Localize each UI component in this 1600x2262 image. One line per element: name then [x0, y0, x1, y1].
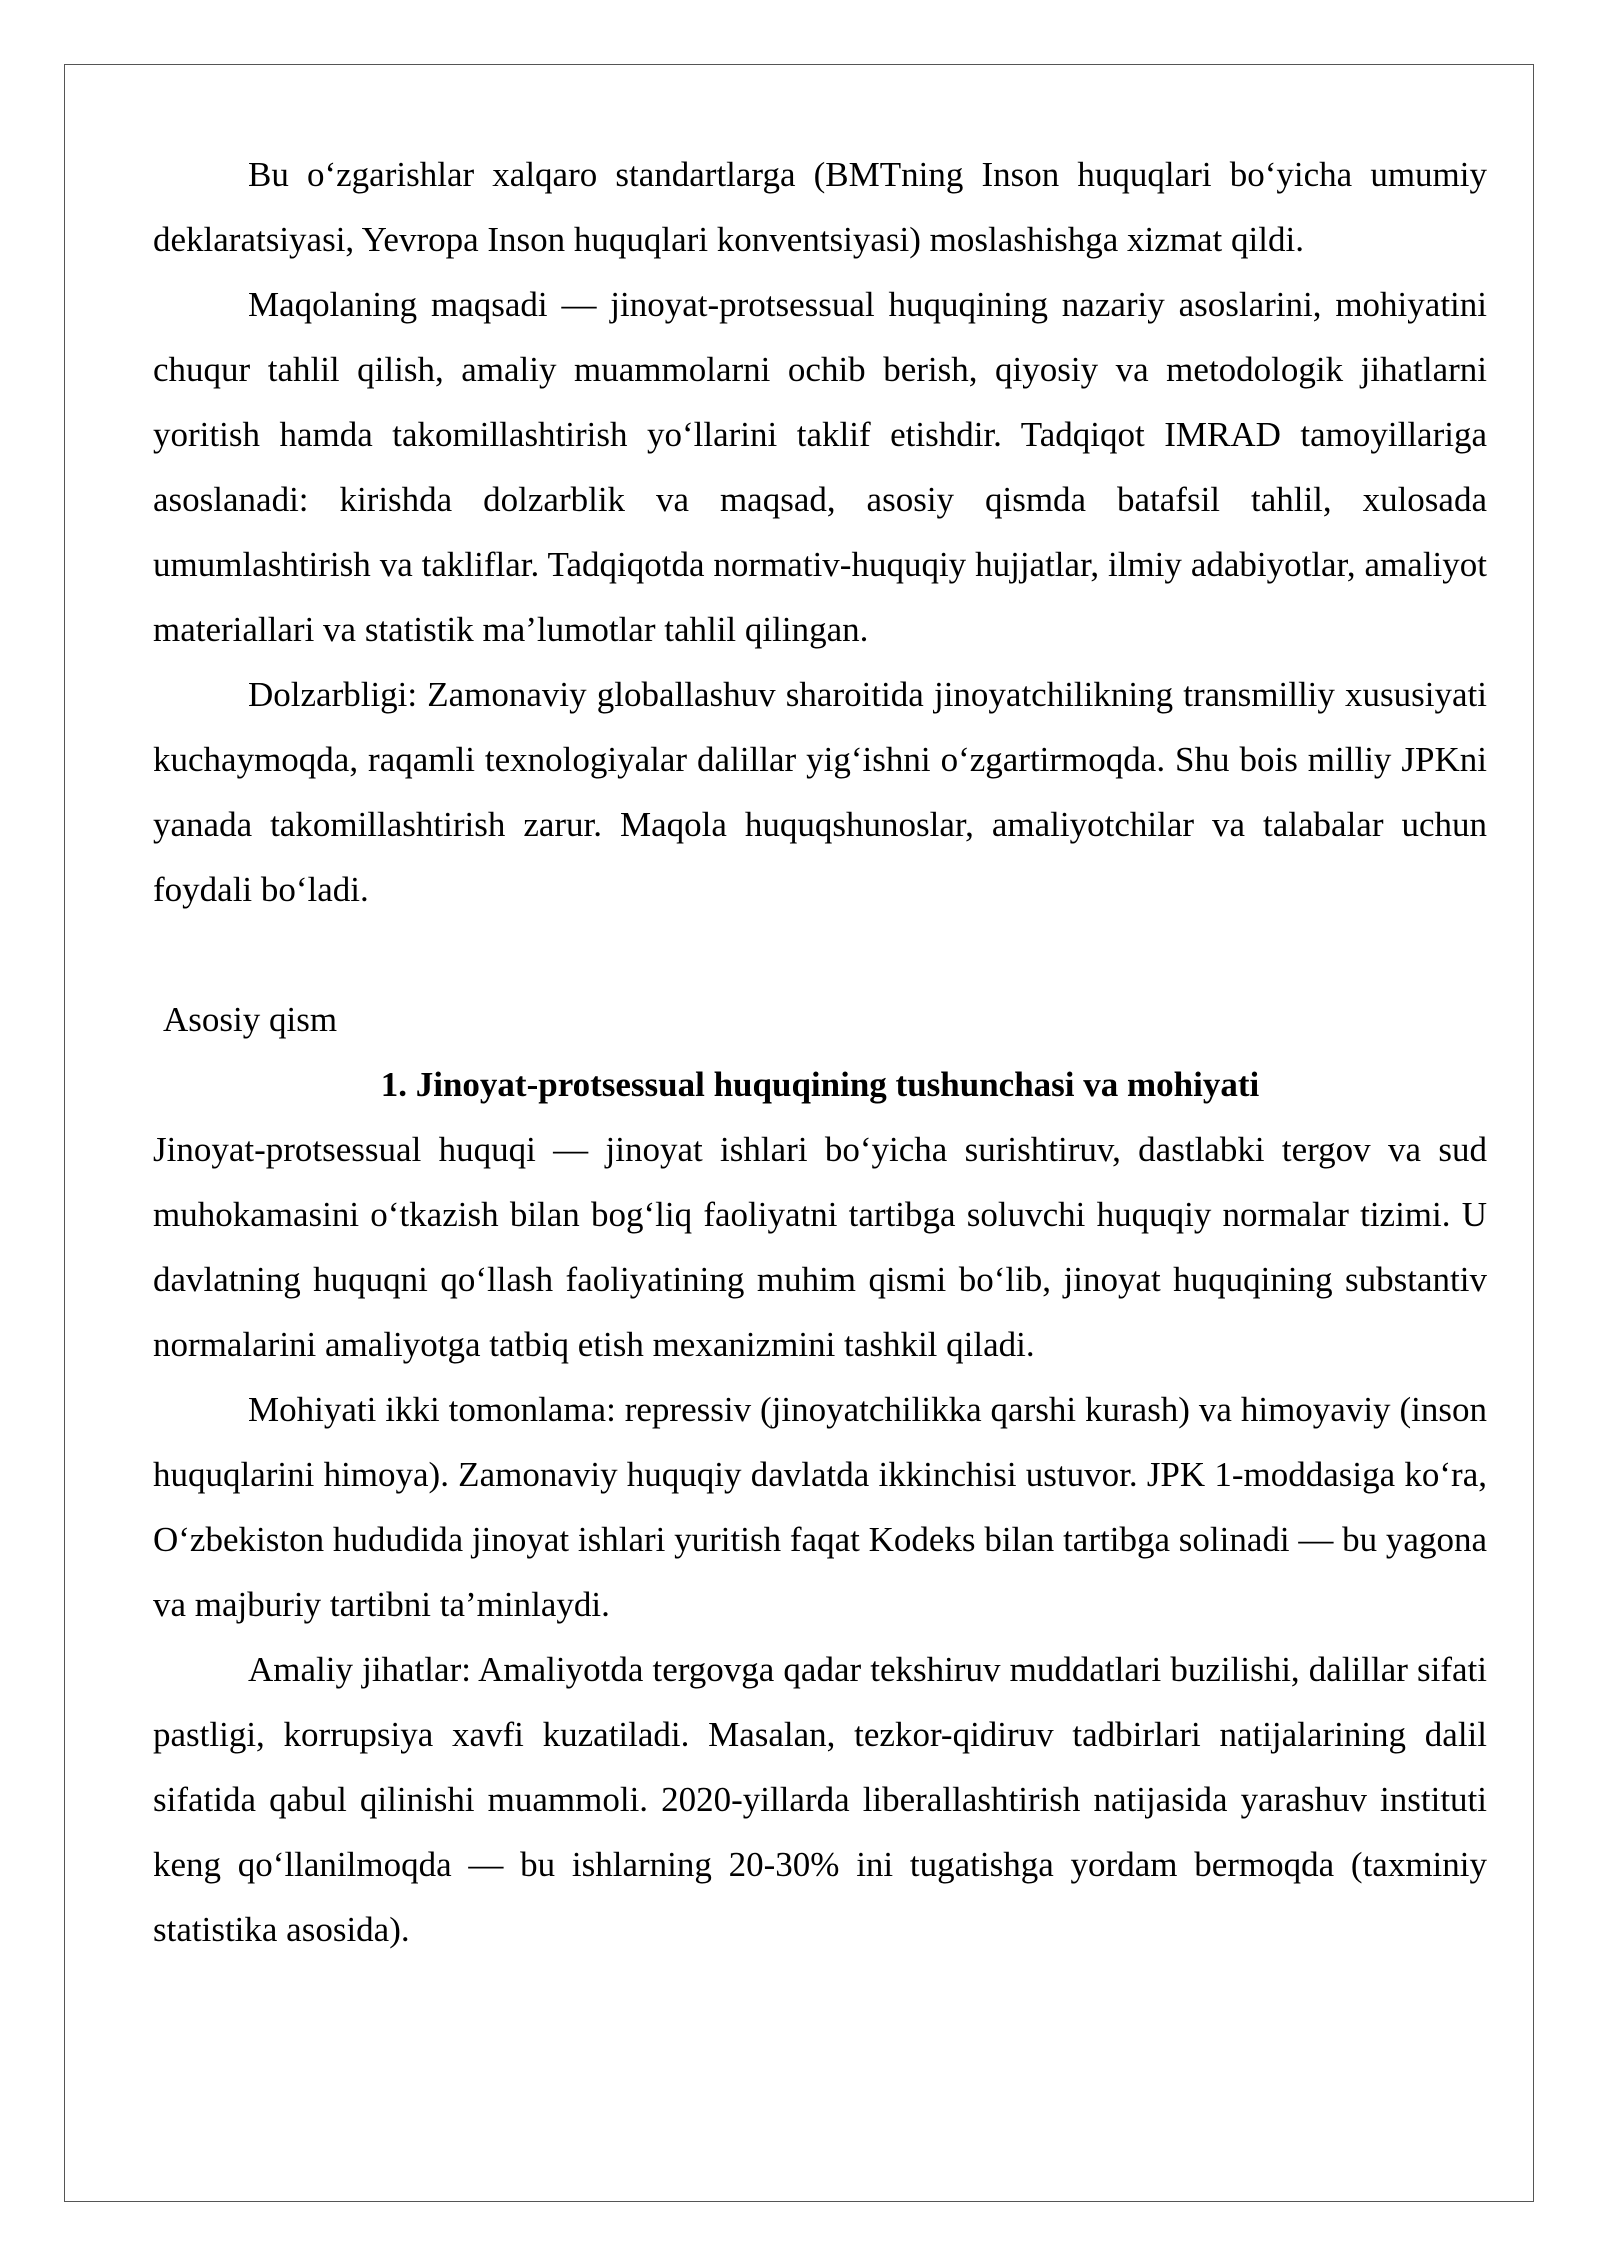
spacer [153, 922, 1487, 987]
section-heading: 1. Jinoyat-protsessual huquqining tushunchasi va mohiyati [380, 1065, 1260, 1104]
intro-paragraph-2: Maqolaning maqsadi — jinoyat-protsessual huquqining nazariy asoslarini, mohiyatini chuqur tahlil qilish, amaliy muammolarni ochib berish, qiyosiy va metodologik jihatlarni yoritish hamda takomillashtirish yo‘llarini taklif etishdir. Tadqiqot IMRAD tamoyillariga asoslanadi: kirishda dolzarblik va maqsad, asosiy qismda batafsil tahlil, xulosada umumlashtirish va takliflar. Tadqiqotda normativ-huquqiy hujjatlar, ilmiy adabiyotlar, amaliyot materiallari va statistik ma’lumotlar tahlil qilingan. [153, 285, 1487, 649]
section-label: Asosiy qism [163, 1000, 338, 1039]
intro-paragraph-1: Bu o‘zgarishlar xalqaro standartlarga (BMTning Inson huquqlari bo‘yicha umumiy deklaratsiyasi, Yevropa Inson huquqlari konventsiyasi) moslashishga xizmat qildi. [153, 155, 1487, 259]
intro-paragraph-3: Dolzarbligi: Zamonaviy globallashuv sharoitida jinoyatchilikning transmilliy xususiyati kuchaymoqda, raqamli texnologiyalar dalillar yig‘ishni o‘zgartirmoqda. Shu bois milliy JPKni yanada takomillashtirish zarur. Maqola huquqshunoslar, amaliyotchilar va talabalar uchun foydali bo‘ladi. [153, 675, 1487, 909]
section-paragraph-3: Amaliy jihatlar: Amaliyotda tergovga qadar tekshiruv muddatlari buzilishi, dalillar sifati pastligi, korrupsiya xavfi kuzatiladi. Masalan, tezkor-qidiruv tadbirlari natijalarining dalil sifatida qabul qilinishi muammoli. 2020-yillarda liberallashtirish natijasida yarashuv instituti keng qo‘llanilmoqda — bu ishlarning 20-30% ini tugatishga yordam bermoqda (taxminiy statistika asosida). [153, 1650, 1487, 1949]
section-paragraph-2: Mohiyati ikki tomonlama: repressiv (jinoyatchilikka qarshi kurash) va himoyaviy (inson huquqlarini himoya). Zamonaviy huquqiy davlatda ikkinchisi ustuvor. JPK 1-moddasiga ko‘ra, O‘zbekiston hududida jinoyat ishlari yuritish faqat Kodeks bilan tartibga solinadi — bu yagona va majburiy tartibni ta’minlaydi. [153, 1390, 1487, 1624]
section-paragraph-1: Jinoyat-protsessual huquqi — jinoyat ishlari bo‘yicha surishtiruv, dastlabki tergov va sud muhokamasini o‘tkazish bilan bog‘liq faoliyatni tartibga soluvchi huquqiy normalar tizimi. U davlatning huquqni qo‘llash faoliyatining muhim qismi bo‘lib, jinoyat huquqining substantiv normalarini amaliyotga tatbiq etish mexanizmini tashkil qiladi. [153, 1130, 1487, 1364]
document-body [153, 142, 1487, 1962]
